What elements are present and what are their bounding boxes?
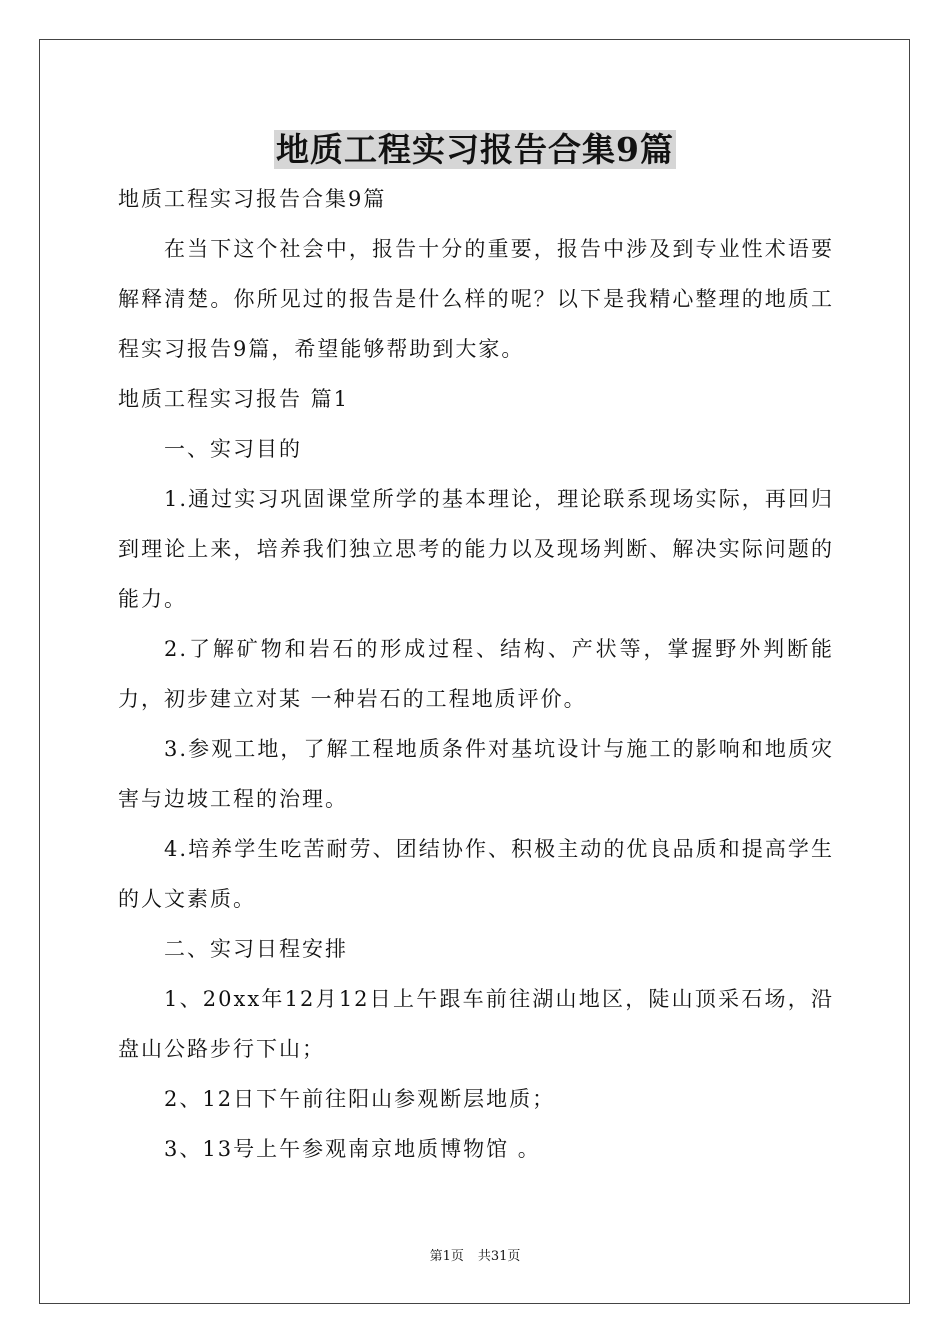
list-item: 3、13号上午参观南京地质博物馆 。	[164, 1137, 541, 1161]
document-body	[118, 174, 834, 1174]
paragraph-subtitle: 地质工程实习报告合集9篇	[118, 187, 387, 211]
list-item: 1.通过实习巩固课堂所学的基本理论，理论联系现场实际，再回归到理论上来，培养我们独立思考的能力以及现场判断、解决实际问题的能力。	[118, 487, 834, 611]
page-number: 第1页	[429, 1249, 464, 1264]
page-total: 共31页	[477, 1249, 521, 1264]
list-item: 1、20xx年12月12日上午跟车前往湖山地区，陡山顶采石场，沿盘山公路步行下山；	[118, 987, 834, 1061]
list-item: 2、12日下午前往阳山参观断层地质；	[164, 1087, 556, 1111]
subheading-schedule: 二、实习日程安排	[164, 937, 348, 961]
list-item: 2.了解矿物和岩石的形成过程、结构、产状等，掌握野外判断能力，初步建立对某 一种岩石的工程地质评价。	[118, 637, 834, 711]
list-item: 3.参观工地，了解工程地质条件对基坑设计与施工的影响和地质灾害与边坡工程的治理。	[118, 737, 834, 811]
document-title-text: 地质工程实习报告合集9篇	[276, 130, 674, 169]
document-title	[0, 126, 950, 174]
subheading-purpose: 一、实习目的	[164, 437, 302, 461]
paragraph-intro: 在当下这个社会中，报告十分的重要，报告中涉及到专业性术语要解释清楚。你所见过的报告是什么样的呢？以下是我精心整理的地质工程实习报告9篇，希望能够帮助到大家。	[118, 237, 834, 361]
page-footer	[0, 1248, 950, 1266]
list-item: 4.培养学生吃苦耐劳、团结协作、积极主动的优良品质和提高学生的人文素质。	[118, 837, 834, 911]
section-heading: 地质工程实习报告 篇1	[118, 387, 350, 411]
